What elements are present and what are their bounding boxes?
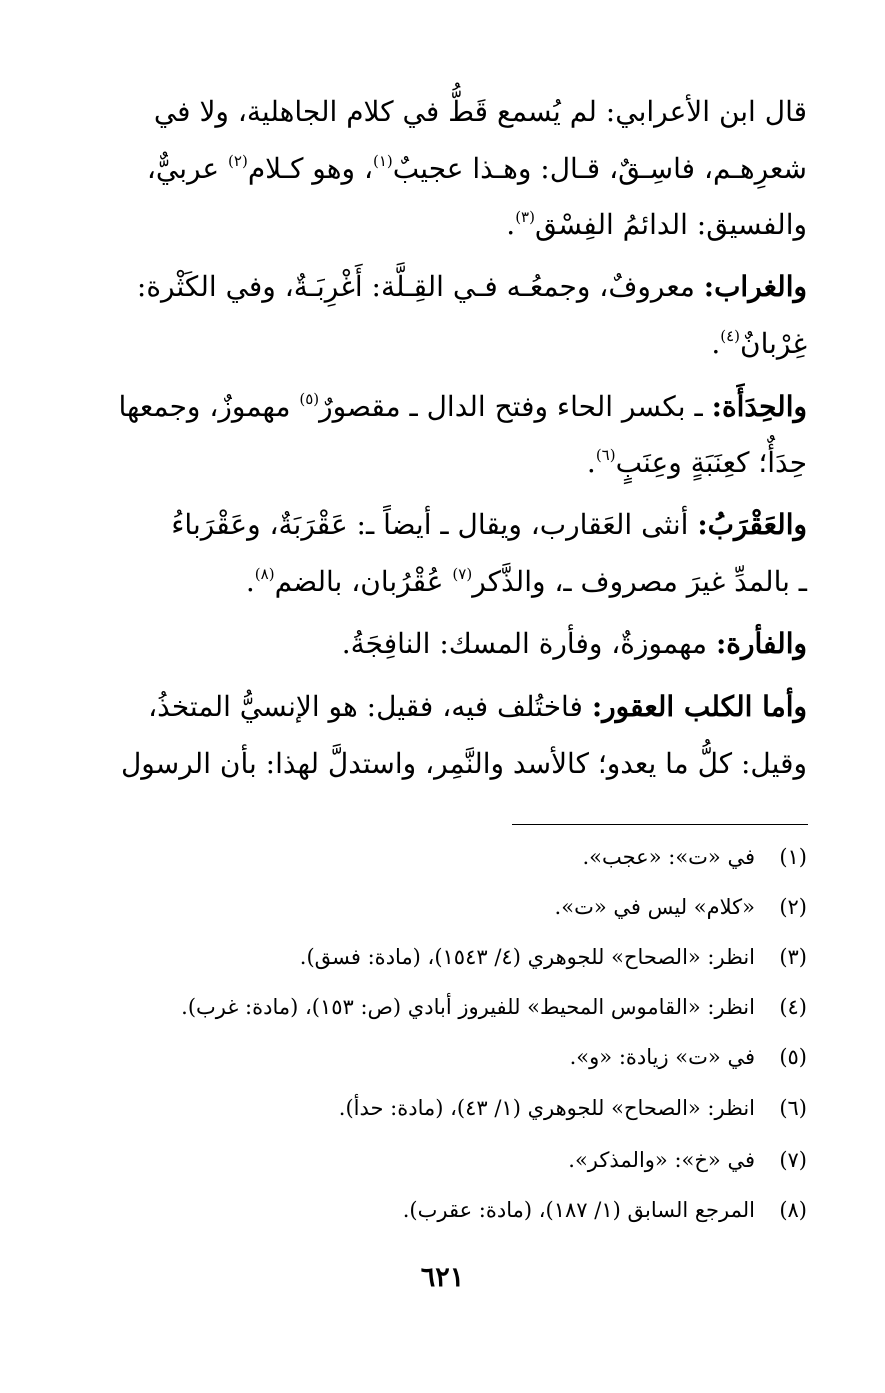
body-line-10: والفأرة: مهموزةٌ، وفأرة المسك: النافِجَةُ. <box>341 627 807 660</box>
entry-headword: والحِدَأَة: <box>711 390 807 423</box>
footnote-text: انظر: «الصحاح» للجوهري (١/ ٤٣)، (مادة: حدأ). <box>338 1096 755 1120</box>
footnote-8 <box>103 1198 807 1222</box>
body-line-4: والغراب: معروفٌ، وجمعُـه فـي القِـلَّة: أَغْرِبَـةٌ، وفي الكَثْرة: <box>136 270 807 303</box>
body-line-3: والفسيق: الدائمُ الفِسْق$^{(٣)}$. <box>506 208 807 241</box>
footnote-ref[interactable]: (٢) <box>228 152 248 170</box>
footnote-7 <box>103 1148 807 1172</box>
body-line-6: والحِدَأَة: ـ بكسر الحاء وفتح الدال ـ مقصورٌ$^{(٥)}$ مهموزٌ، وجمعها <box>118 390 807 423</box>
footnote-text: في «خ»: «والمذكر». <box>568 1148 755 1172</box>
entry-headword: والغراب: <box>703 270 807 303</box>
body-line-8: والعَقْرَبُ: أنثى العَقارب، ويقال ـ أيضاً ـ: عَقْرَبَةٌ، وعَقْرَباءُ <box>171 508 807 541</box>
footnote-5 <box>103 1045 807 1069</box>
footnote-text: انظر: «القاموس المحيط» للفيروز أبادي (ص: ١٥٣)، (مادة: غرب). <box>181 995 755 1019</box>
footnote-text: في «ت» زيادة: «و». <box>569 1045 755 1069</box>
footnote-ref[interactable]: (٦) <box>595 446 616 464</box>
body-line-5: غِرْبانٌ$^{(٤)}$. <box>711 327 807 360</box>
body-line-2: شعرِهـم، فاسِـقٌ، قـال: وهـذا عجيبٌ$^{(١)}$، وهو كـلام$^{(٢)}$ عربيٌّ، <box>146 152 807 185</box>
footnote-4 <box>103 995 807 1019</box>
body-line-9: ـ بالمدِّ غيرَ مصروف ـ، والذَّكر$^{(٧)}$ عُقْرُبان، بالضم$^{(٨)}$. <box>245 565 807 598</box>
footnote-2 <box>103 895 807 919</box>
page-number: ٦٢١ <box>420 1262 465 1293</box>
footnote-text: انظر: «الصحاح» للجوهري (٤/ ١٥٤٣)، (مادة: فسق). <box>299 945 755 969</box>
footnote-number: (١) <box>779 845 807 869</box>
footnote-6 <box>103 1096 807 1120</box>
footnote-divider <box>512 824 808 825</box>
footnote-ref[interactable]: (٥) <box>299 390 320 408</box>
entry-headword: والفأرة: <box>715 627 807 660</box>
footnote-3 <box>103 945 807 969</box>
footnote-ref[interactable]: (٣) <box>515 208 535 226</box>
footnote-text: «كلام» ليس في «ت». <box>554 895 755 919</box>
footnote-number: (٨) <box>779 1198 807 1222</box>
footnote-text: في «ت»: «عجب». <box>582 845 755 869</box>
footnote-number: (٧) <box>779 1148 807 1172</box>
footnote-ref[interactable]: (٧) <box>452 565 473 583</box>
footnote-number: (٣) <box>779 945 807 969</box>
footnote-ref[interactable]: (٤) <box>720 327 741 345</box>
footnote-number: (٤) <box>779 995 807 1019</box>
footnote-ref[interactable]: (١) <box>373 152 393 170</box>
entry-headword: وأما الكلب العقور: <box>591 690 807 723</box>
footnote-number: (٢) <box>779 895 807 919</box>
entry-headword: والعَقْرَبُ: <box>697 508 807 541</box>
body-line-12: وقيل: كلُّ ما يعدو؛ كالأسد والنَّمِر، واستدلَّ لهذا: بأن الرسول <box>120 747 807 780</box>
footnote-number: (٥) <box>779 1045 807 1069</box>
footnote-text: المرجع السابق (١/ ١٨٧)، (مادة: عقرب). <box>402 1198 755 1222</box>
body-line-11: وأما الكلب العقور: فاختُلف فيه، فقيل: هو الإنسيُّ المتخذُ، <box>148 690 807 723</box>
body-line-7: حِدَأٌ؛ كعِنَبَةٍ وعِنَبٍ$^{(٦)}$. <box>586 446 807 479</box>
body-line-1: قال ابن الأعرابي: لم يُسمع قَطُّ في كلام الجاهلية، ولا في <box>153 95 807 128</box>
footnote-ref[interactable]: (٨) <box>254 565 275 583</box>
footnote-1 <box>103 845 807 869</box>
footnote-number: (٦) <box>779 1096 807 1120</box>
